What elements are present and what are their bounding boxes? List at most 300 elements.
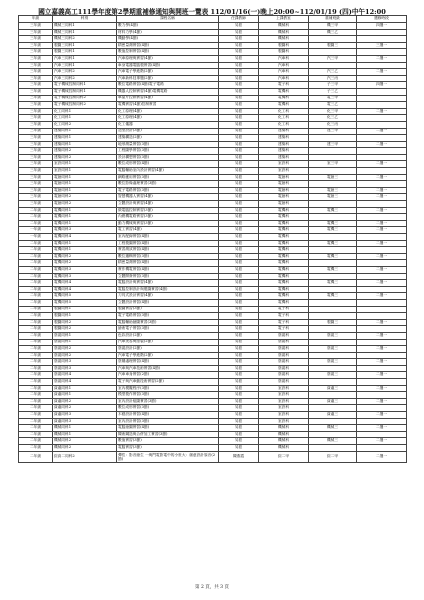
table-row xyxy=(19,88,407,95)
table-row xyxy=(19,319,407,326)
cell-course: 彈性：影音繪生 一與門電影電中的小世大：創意設計原音(2節) xyxy=(117,451,219,462)
cell-class xyxy=(309,260,357,267)
cell-teacher: 另派 xyxy=(219,174,259,181)
cell-class: 電機三 xyxy=(309,280,357,287)
cell-period xyxy=(357,49,407,56)
cell-period xyxy=(357,75,407,82)
table-row xyxy=(19,299,407,306)
cell-room: 電繪科 xyxy=(259,194,309,201)
cell-course: 模型製作實習(3節) xyxy=(117,392,219,399)
table-row xyxy=(19,379,407,386)
cell-period xyxy=(357,102,407,109)
cell-room: 汽車科 xyxy=(259,69,309,76)
cell-room: 電機科 xyxy=(259,207,309,214)
cell-dept: 塗裝同科1 xyxy=(53,339,117,346)
cell-period xyxy=(357,247,407,254)
cell-class: 子三甲 xyxy=(309,82,357,89)
cell-period xyxy=(357,431,407,438)
cell-course: 汽車車身實習(2節) xyxy=(117,372,219,379)
table-row xyxy=(19,346,407,353)
cell-dept: 機械三同科2 xyxy=(53,36,117,43)
cell-course: 數力學(4節) xyxy=(117,23,219,30)
cell-grade: 三年級 xyxy=(19,55,53,62)
cell-class: 製圖三 xyxy=(309,319,357,326)
cell-room: 機械科 xyxy=(259,23,309,30)
cell-room: 電機科 xyxy=(259,273,309,280)
cell-period: 二選一 xyxy=(357,253,407,260)
cell-class: 資處三 xyxy=(309,385,357,392)
cell-dept: 塗裝同科1 xyxy=(53,332,117,339)
cell-course: 室內配線實習(4節) xyxy=(117,234,219,241)
cell-class xyxy=(309,181,357,188)
cell-dept: 電繪同科2 xyxy=(53,194,117,201)
cell-room: 電機科 xyxy=(259,214,309,221)
table-row xyxy=(19,55,407,62)
cell-grade: 二年級 xyxy=(19,273,53,280)
table-row xyxy=(19,148,407,155)
cell-class: 機三乙 xyxy=(309,29,357,36)
cell-class: 汽三丙 xyxy=(309,75,357,82)
table-row xyxy=(19,36,407,43)
cell-teacher: 另派 xyxy=(219,154,259,161)
cell-teacher: 另派 xyxy=(219,201,259,208)
cell-room: 室設科 xyxy=(259,385,309,392)
cell-period: 二選一 xyxy=(357,240,407,247)
cell-room: 電機科 xyxy=(259,227,309,234)
cell-period xyxy=(357,313,407,320)
cell-grade: 三年級 xyxy=(19,121,53,128)
cell-class: 電機三 xyxy=(309,266,357,273)
cell-teacher: 另派 xyxy=(219,405,259,412)
cell-room: 建築科 xyxy=(259,148,309,155)
cell-class: 電機三 xyxy=(309,207,357,214)
cell-grade: 二年級 xyxy=(19,431,53,438)
cell-teacher: 另派 xyxy=(219,306,259,313)
cell-dept: 塗裝同科3 xyxy=(53,359,117,366)
cell-room: 汽車科 xyxy=(259,62,309,69)
table-row xyxy=(19,425,407,432)
cell-period xyxy=(357,234,407,241)
cell-room: 電機科 xyxy=(259,220,309,227)
cell-teacher: 陳燕霞 xyxy=(219,451,259,462)
cell-class xyxy=(309,299,357,306)
cell-period: 二選一 xyxy=(357,174,407,181)
cell-grade: 三年級 xyxy=(19,29,53,36)
cell-dept: 建築同科1 xyxy=(53,128,117,135)
cell-dept: 機械三同科1 xyxy=(53,23,117,30)
cell-period: 二選一 xyxy=(357,220,407,227)
cell-class xyxy=(309,405,357,412)
cell-class xyxy=(309,431,357,438)
cell-dept: 塗裝同科4 xyxy=(53,379,117,386)
cell-dept: 電子機械控制同科1 xyxy=(53,88,117,95)
cell-course: 電腦輔助繪圖實習(3節) xyxy=(117,319,219,326)
cell-teacher: 另派 xyxy=(219,240,259,247)
cell-course: 建築構造(2節) xyxy=(117,135,219,142)
course-table xyxy=(18,15,407,463)
table-row xyxy=(19,240,407,247)
cell-grade: 二年級 xyxy=(19,398,53,405)
cell-course: 電腦繪圖實習(4節) xyxy=(117,425,219,432)
table-row xyxy=(19,313,407,320)
cell-class xyxy=(309,392,357,399)
table-row xyxy=(19,181,407,188)
cell-period: 二選一 xyxy=(357,398,407,405)
cell-room: 化工科 xyxy=(259,115,309,122)
cell-period: 二選一 xyxy=(357,412,407,419)
cell-class: 資處三 xyxy=(309,412,357,419)
table-row xyxy=(19,49,407,56)
cell-grade: 二年級 xyxy=(19,207,53,214)
cell-room: 室設科 xyxy=(259,392,309,399)
cell-class xyxy=(309,306,357,313)
cell-class xyxy=(309,168,357,175)
cell-dept: 化工同科1 xyxy=(53,108,117,115)
cell-grade: 三年級 xyxy=(19,154,53,161)
table-row xyxy=(19,359,407,366)
cell-class xyxy=(309,135,357,142)
cell-dept: 資處同科2 xyxy=(53,398,117,405)
cell-grade: 二年級 xyxy=(19,286,53,293)
cell-dept: 製圖同科1 xyxy=(53,306,117,313)
cell-course: 精密量測實習(4節) xyxy=(117,260,219,267)
cell-grade: 三年級 xyxy=(19,36,53,43)
cell-course: 汽車電子學進階(2節) xyxy=(117,69,219,76)
cell-dept: 室設同科1 xyxy=(53,161,117,168)
document-title: 國立嘉義高工111學年度第2學期重補修通知與開班一覽表 112/01/16(一)晚上20:00~112/01/19 (四)中午12:00 xyxy=(38,8,386,16)
cell-class: 電機三 xyxy=(309,220,357,227)
cell-course: 化工原理(4節) xyxy=(117,115,219,122)
cell-course: 木藝設計實習(4節) xyxy=(117,412,219,419)
cell-room: 塗裝科 xyxy=(259,359,309,366)
cell-grade: 三年級 xyxy=(19,75,53,82)
cell-class: 機械三 xyxy=(309,425,357,432)
cell-class xyxy=(309,148,357,155)
cell-room: 塗裝科 xyxy=(259,339,309,346)
cell-course: 造型設計(3節) xyxy=(117,128,219,135)
col-header-teacher: 任課教師 xyxy=(219,16,259,23)
table-row xyxy=(19,273,407,280)
cell-course: 電腦控制設計與製圖實習(4節) xyxy=(117,286,219,293)
cell-dept: 綜高二同科2 xyxy=(53,451,117,462)
table-row xyxy=(19,365,407,372)
table-row xyxy=(19,266,407,273)
cell-period: 二選一 xyxy=(357,108,407,115)
cell-room: 電子科 xyxy=(259,326,309,333)
cell-dept: 塗裝同科4 xyxy=(53,372,117,379)
cell-dept: 機械同科2 xyxy=(53,445,117,452)
cell-class: 電繪三 xyxy=(309,187,357,194)
cell-class: 機械三 xyxy=(309,438,357,445)
cell-class xyxy=(309,379,357,386)
cell-course: 立體設計實習(4節) xyxy=(117,299,219,306)
cell-room: 電機科 xyxy=(259,293,309,300)
table-row xyxy=(19,286,407,293)
cell-class: 電機三 xyxy=(309,227,357,234)
cell-teacher: 另派 xyxy=(219,359,259,366)
cell-teacher: 另派 xyxy=(219,75,259,82)
cell-dept: 電繪同科2 xyxy=(53,201,117,208)
cell-period: 二選一 xyxy=(357,293,407,300)
cell-room: 電機科 xyxy=(259,240,309,247)
cell-period xyxy=(357,36,407,43)
cell-class: 綜二甲 xyxy=(309,451,357,462)
table-body xyxy=(19,23,407,463)
cell-teacher: 另派 xyxy=(219,247,259,254)
table-row xyxy=(19,220,407,227)
cell-grade: 二年級 xyxy=(19,451,53,462)
cell-course: 室內設計實習(3節) xyxy=(117,418,219,425)
cell-dept: 汽車三同科1 xyxy=(53,62,117,69)
cell-grade: 三年級 xyxy=(19,194,53,201)
cell-grade: 二年級 xyxy=(19,293,53,300)
table-row xyxy=(19,451,407,462)
cell-room: 電機科 xyxy=(259,247,309,254)
cell-period xyxy=(357,418,407,425)
cell-class: 製圖三 xyxy=(309,42,357,49)
cell-teacher: 另派 xyxy=(219,339,259,346)
table-row xyxy=(19,108,407,115)
cell-grade: 三年級 xyxy=(19,49,53,56)
cell-grade: 三年級 xyxy=(19,161,53,168)
cell-period: 二選一 xyxy=(357,141,407,148)
table-row xyxy=(19,154,407,161)
col-header-dept: 科別 xyxy=(53,16,117,23)
cell-room: 塗裝科 xyxy=(259,332,309,339)
cell-grade: 三年級 xyxy=(19,23,53,30)
cell-class: 資處三 xyxy=(309,398,357,405)
cell-grade: 二年級 xyxy=(19,359,53,366)
cell-course: 汽車新科技專題(2節) xyxy=(117,75,219,82)
cell-teacher: 另派 xyxy=(219,372,259,379)
table-row xyxy=(19,82,407,89)
cell-grade: 二年級 xyxy=(19,299,53,306)
cell-room: 塗裝科 xyxy=(259,372,309,379)
cell-course: 立體開發實習(3節) xyxy=(117,273,219,280)
cell-room: 電機科 xyxy=(259,253,309,260)
cell-class: 塗裝三 xyxy=(309,332,357,339)
cell-grade: 二年級 xyxy=(19,319,53,326)
cell-course: 陳術鋼造與合併加工實習(3節) xyxy=(117,431,219,438)
cell-class xyxy=(309,62,357,69)
cell-teacher: 另派 xyxy=(219,82,259,89)
cell-class: 電三乙 xyxy=(309,102,357,109)
cell-grade: 三年級 xyxy=(19,174,53,181)
cell-room: 電子科 xyxy=(259,313,309,320)
cell-dept: 塗裝同科2 xyxy=(53,346,117,353)
cell-room: 塗裝科 xyxy=(259,346,309,353)
cell-dept: 電繪同科1 xyxy=(53,181,117,188)
col-header-grade: 年級 xyxy=(19,16,53,23)
cell-dept: 電子機械控制同科2 xyxy=(53,102,117,109)
cell-teacher: 另派 xyxy=(219,299,259,306)
cell-class xyxy=(309,154,357,161)
cell-teacher: 另派 xyxy=(219,326,259,333)
cell-room: 綜二甲 xyxy=(259,451,309,462)
table-row xyxy=(19,174,407,181)
cell-room: 電機科 xyxy=(259,280,309,287)
cell-class: 化三丙 xyxy=(309,121,357,128)
table-row xyxy=(19,194,407,201)
cell-grade: 二年級 xyxy=(19,214,53,221)
cell-course: 智慧機器人實習(4節) xyxy=(117,194,219,201)
cell-period xyxy=(357,306,407,313)
cell-course: 數位電路實習(4節)電子電路 xyxy=(117,82,219,89)
cell-period xyxy=(357,62,407,69)
cell-class: 汽三甲 xyxy=(309,55,357,62)
cell-dept: 電機同科4 xyxy=(53,286,117,293)
cell-period: 二選一 xyxy=(357,332,407,339)
cell-room: 製圖科 xyxy=(259,49,309,56)
cell-class xyxy=(309,273,357,280)
cell-period xyxy=(357,168,407,175)
cell-room: 建築科 xyxy=(259,128,309,135)
cell-course: 材料力學(4節) xyxy=(117,29,219,36)
cell-course: 刀具式設計實習(4節) xyxy=(117,293,219,300)
cell-dept: 電機同科5 xyxy=(53,293,117,300)
cell-grade: 三年級 xyxy=(19,187,53,194)
cell-grade: 二年級 xyxy=(19,372,53,379)
table-row xyxy=(19,187,407,194)
cell-class xyxy=(309,326,357,333)
cell-class: 電機三 xyxy=(309,253,357,260)
cell-grade: 三年級 xyxy=(19,88,53,95)
cell-grade: 二年級 xyxy=(19,425,53,432)
cell-period xyxy=(357,115,407,122)
col-header-period: 選修時段 xyxy=(357,16,407,23)
cell-dept: 電機同科2 xyxy=(53,253,117,260)
cell-teacher: 另派 xyxy=(219,214,259,221)
cell-period xyxy=(357,88,407,95)
cell-room: 機械科 xyxy=(259,431,309,438)
cell-dept: 建築同科2 xyxy=(53,154,117,161)
cell-course: 精密量測實習(4節) xyxy=(117,42,219,49)
cell-dept: 電子機械控制同科1 xyxy=(53,82,117,89)
cell-class xyxy=(309,214,357,221)
cell-course: 工程製圖實習(4節) xyxy=(117,240,219,247)
table-row xyxy=(19,69,407,76)
cell-period: 二選一 xyxy=(357,451,407,462)
cell-teacher: 另派 xyxy=(219,280,259,287)
cell-period: 二選一 xyxy=(357,194,407,201)
cell-period xyxy=(357,379,407,386)
cell-class xyxy=(309,313,357,320)
cell-grade: 三年級 xyxy=(19,69,53,76)
cell-course: 機動學(4節) xyxy=(117,36,219,43)
cell-teacher: 另派 xyxy=(219,398,259,405)
cell-teacher: 另派 xyxy=(219,36,259,43)
cell-teacher: 另派 xyxy=(219,42,259,49)
cell-class xyxy=(309,352,357,359)
cell-grade: 二年級 xyxy=(19,332,53,339)
cell-course: 電腦設計與實習(4節) xyxy=(117,280,219,287)
cell-grade: 二年級 xyxy=(19,352,53,359)
cell-room: 機械科 xyxy=(259,29,309,36)
table-row xyxy=(19,23,407,30)
cell-teacher: 另派 xyxy=(219,438,259,445)
cell-course: 電機實習(4節)控制實習 xyxy=(117,102,219,109)
cell-room: 機械科 xyxy=(259,438,309,445)
cell-period: 二選一 xyxy=(357,187,407,194)
cell-grade: 一年級 xyxy=(19,234,53,241)
cell-room: 電子科 xyxy=(259,306,309,313)
cell-class: 子三乙 xyxy=(309,88,357,95)
cell-course: 動力機械與實習(3節) xyxy=(117,220,219,227)
cell-grade: 三年級 xyxy=(19,115,53,122)
cell-teacher: 另派 xyxy=(219,29,259,36)
table-row xyxy=(19,227,407,234)
cell-class: 機三甲 xyxy=(309,23,357,30)
cell-class xyxy=(309,418,357,425)
cell-class xyxy=(309,247,357,254)
cell-grade: 三年級 xyxy=(19,42,53,49)
cell-teacher: 另派 xyxy=(219,253,259,260)
cell-grade: 二年級 xyxy=(19,240,53,247)
cell-teacher: 另派 xyxy=(219,115,259,122)
table-row xyxy=(19,135,407,142)
cell-grade: 二年級 xyxy=(19,365,53,372)
cell-room: 電機科 xyxy=(259,102,309,109)
cell-dept: 電機同科1 xyxy=(53,240,117,247)
cell-dept: 資處同科1 xyxy=(53,385,117,392)
cell-grade: 二年級 xyxy=(19,379,53,386)
cell-period xyxy=(357,181,407,188)
cell-room: 電機科 xyxy=(259,88,309,95)
cell-room: 建築科 xyxy=(259,154,309,161)
cell-grade: 三年級 xyxy=(19,201,53,208)
cell-period: 四選一 xyxy=(357,82,407,89)
cell-dept: 建築同科1 xyxy=(53,141,117,148)
cell-room: 機械科 xyxy=(259,425,309,432)
cell-dept: 資處同科2 xyxy=(53,405,117,412)
table-row xyxy=(19,412,407,419)
cell-room: 機械科 xyxy=(259,36,309,43)
table-row xyxy=(19,293,407,300)
table-row xyxy=(19,62,407,69)
cell-dept: 化工同科1 xyxy=(53,115,117,122)
table-row xyxy=(19,128,407,135)
cell-grade: 三年級 xyxy=(19,95,53,102)
cell-dept: 電機同科2 xyxy=(53,260,117,267)
cell-dept: 塗裝同科2 xyxy=(53,352,117,359)
cell-course: 汽車美容與塗裝(2節) xyxy=(117,339,219,346)
cell-teacher: 另派 xyxy=(219,194,259,201)
cell-course: 電腦實習(3節) xyxy=(117,445,219,452)
cell-teacher: 另派 xyxy=(219,319,259,326)
cell-teacher: 另派 xyxy=(219,220,259,227)
cell-course: 繪術電子實習(3節) xyxy=(117,326,219,333)
cell-teacher: 另派 xyxy=(219,425,259,432)
cell-grade: 二年級 xyxy=(19,412,53,419)
cell-period: 四選一 xyxy=(357,23,407,30)
cell-teacher: 另派 xyxy=(219,273,259,280)
cell-period xyxy=(357,148,407,155)
cell-course: 機器人控制實習(4節)電機電路 xyxy=(117,88,219,95)
cell-period: 三選一 xyxy=(357,42,407,49)
cell-teacher: 另派 xyxy=(219,161,259,168)
table-row xyxy=(19,372,407,379)
cell-room: 塗裝科 xyxy=(259,352,309,359)
cell-room: 電繪科 xyxy=(259,174,309,181)
cell-teacher: 另派 xyxy=(219,431,259,438)
cell-teacher: 另派 xyxy=(219,293,259,300)
cell-dept: 汽車三同科1 xyxy=(53,55,117,62)
cell-teacher: 另派 xyxy=(219,49,259,56)
cell-period: 二選一 xyxy=(357,319,407,326)
table-row xyxy=(19,332,407,339)
table-row xyxy=(19,168,407,175)
cell-grade: 三年級 xyxy=(19,108,53,115)
